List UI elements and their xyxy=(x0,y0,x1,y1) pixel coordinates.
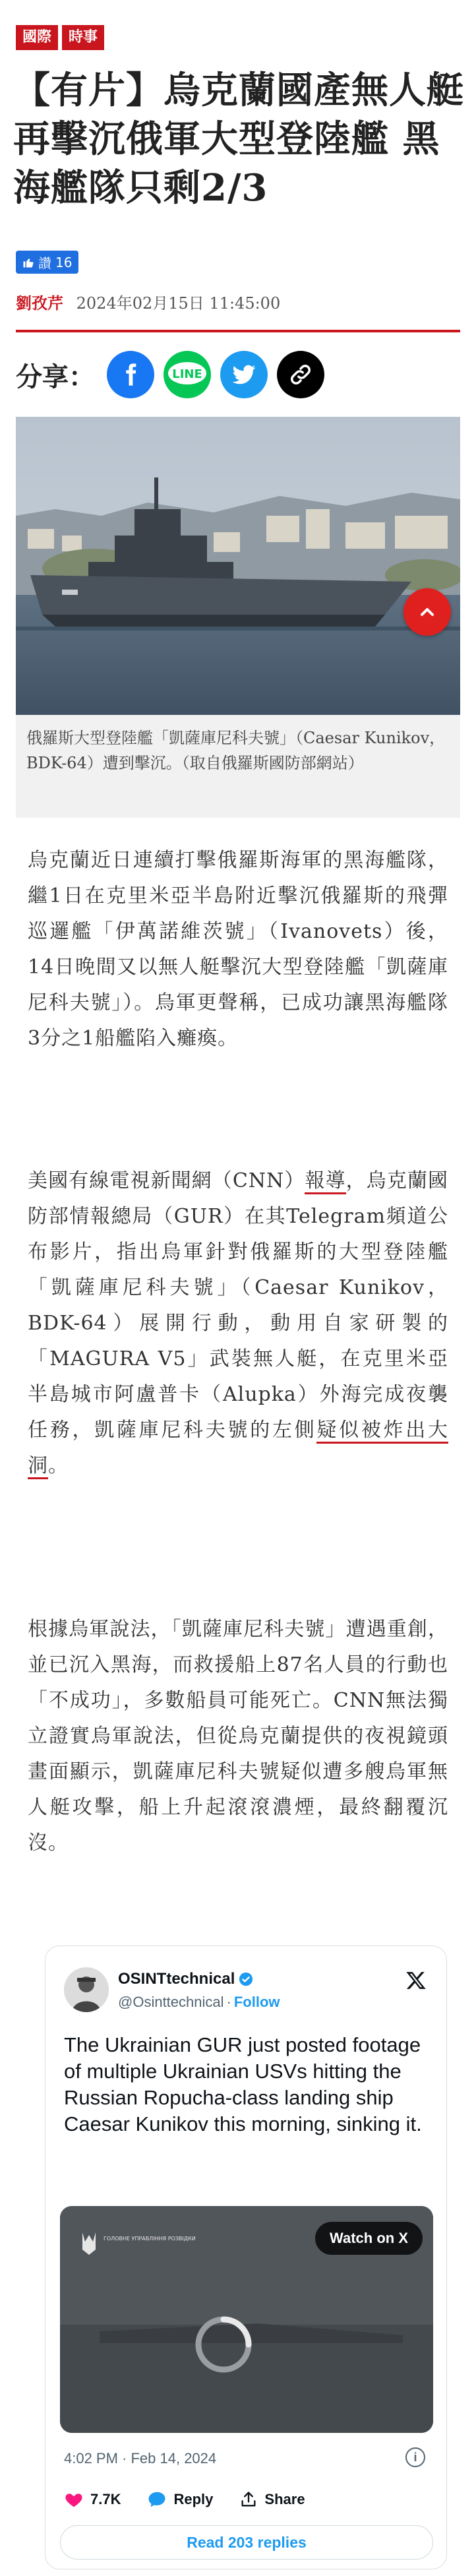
share-tweet-button[interactable] xyxy=(239,2490,305,2509)
follow-button[interactable]: Follow xyxy=(233,1994,280,2010)
tag-international[interactable]: 國際 xyxy=(16,25,58,50)
tweet-author[interactable] xyxy=(118,1970,253,1988)
tweet-handle[interactable]: @Osinttechnical xyxy=(118,1994,224,2010)
line-share-button[interactable] xyxy=(164,351,211,398)
verified-badge-icon xyxy=(239,1972,253,1986)
like-count: 16 xyxy=(55,254,73,270)
like-count-tweet: 7.7K xyxy=(90,2491,121,2507)
reply-label: Reply xyxy=(173,2491,214,2507)
thumbs-up-icon xyxy=(22,257,34,268)
like-tweet-button[interactable] xyxy=(64,2490,121,2509)
avatar[interactable] xyxy=(64,1967,109,2012)
embedded-tweet xyxy=(45,1946,447,2569)
tweet-timestamp[interactable]: 4:02 PM · Feb 14, 2024 xyxy=(64,2450,217,2467)
category-tags xyxy=(16,25,104,50)
divider xyxy=(16,330,460,332)
tweet-author-name: OSINTtechnical xyxy=(118,1970,235,1988)
paragraph-3: 根據烏軍說法，「凱薩庫尼科夫號」遭遇重創，並已沉入黑海，而救援船上87名人員的行動也「不成功」，多數船員可能死亡。CNN無法獨立證實烏軍說法，但從烏克蘭提供的夜視鏡頭畫面顯示，凱薩庫尼科夫號疑似遭多艘烏軍無人艇攻擊，船上升起滾滾濃煙，最終翻覆沉沒。 xyxy=(28,1618,448,1855)
article-photo xyxy=(16,417,460,715)
x-logo-icon[interactable] xyxy=(405,1970,427,1994)
warship-image xyxy=(16,417,460,715)
byline xyxy=(16,290,280,313)
twitter-share-button[interactable] xyxy=(220,351,268,398)
heart-icon xyxy=(64,2490,84,2509)
photo-caption: 俄羅斯大型登陸艦「凱薩庫尼科夫號」（Caesar Kunikov，BDK-64）遭到擊沉。（取自俄羅斯國防部網站） xyxy=(16,715,460,818)
tweet-handle-row xyxy=(118,1994,280,2011)
like-label: 讚 xyxy=(38,255,51,271)
speech-bubble-icon xyxy=(147,2490,167,2509)
reply-button[interactable] xyxy=(147,2490,213,2509)
like-button[interactable] xyxy=(16,251,78,274)
cnn-report-link[interactable]: 報導 xyxy=(305,1169,345,1194)
author-name[interactable]: 劉孜芹 xyxy=(16,293,63,313)
damage-link[interactable]: 疑似被炸出大洞 xyxy=(28,1419,448,1479)
publish-date: 2024年02月15日 11:45:00 xyxy=(76,294,281,313)
video-watermark: ГОЛОВНЕ УПРАВЛІННЯ РОЗВІДКИ xyxy=(104,2236,196,2242)
copy-link-button[interactable] xyxy=(277,351,324,398)
read-replies-button[interactable]: Read 203 replies xyxy=(60,2525,433,2560)
tweet-actions xyxy=(64,2490,332,2509)
paragraph-2 xyxy=(28,1163,448,1484)
article-title: 【有片】烏克蘭國產無人艇再擊沉俄軍大型登陸艦 黑海艦隊只剩2/3 xyxy=(13,69,464,210)
tweet-text: The Ukrainian GUR just posted footage of multiple Ukrainian USVs hitting the Russian Ropucha-class landing ship Caesar Kunikov this morning, sinking it. xyxy=(64,2033,422,2135)
paragraph-2-text-b: ，烏克蘭國防部情報總局（GUR）在其Telegram頻道公布影片，指出烏軍針對俄羅斯的大型登陸艦「凱薩庫尼科夫號」（Caesar Kunikov，BDK-64）展開行動，動用自家研製的「MAGURA V5」武裝無人艇，在克里米亞半島城市阿盧普卡（Alupka）外海完成夜襲任務，凱薩庫尼科夫號的左側 xyxy=(28,1169,448,1442)
twitter-icon xyxy=(231,362,256,387)
separator-dot: · xyxy=(226,1994,231,2010)
line-icon xyxy=(167,361,208,388)
upload-share-icon xyxy=(239,2490,258,2509)
watch-on-x-button[interactable]: Watch on X xyxy=(315,2222,423,2255)
share-label: 分享： xyxy=(16,361,95,392)
info-icon[interactable]: i xyxy=(405,2447,425,2467)
link-icon xyxy=(288,362,313,387)
scroll-top-button[interactable] xyxy=(403,588,451,636)
line-logo-text: LINE xyxy=(172,367,202,381)
paragraph-1: 烏克蘭近日連續打擊俄羅斯海軍的黑海艦隊，繼1日在克里米亞半島附近擊沉俄羅斯的飛彈巡邏艦「伊萬諾維茨號」（Ivanovets）後，14日晚間又以無人艇擊沉大型登陸艦「凱薩庫尼科夫號」）。烏軍更聲稱，已成功讓黑海艦隊3分之1船艦陷入癱瘓。 xyxy=(28,849,448,1050)
tweet-video[interactable] xyxy=(60,2206,433,2433)
soldier-avatar-icon xyxy=(64,1967,109,2012)
tag-current-affairs[interactable]: 時事 xyxy=(62,25,104,50)
share-label-tweet: Share xyxy=(264,2491,305,2507)
share-bar xyxy=(16,351,324,398)
facebook-share-button[interactable] xyxy=(107,351,154,398)
chevron-up-icon xyxy=(417,601,438,623)
facebook-icon xyxy=(117,361,144,388)
paragraph-2-text-c: 。 xyxy=(48,1454,69,1477)
paragraph-2-text-a: 美國有線電視新聞網（CNN） xyxy=(28,1169,305,1192)
